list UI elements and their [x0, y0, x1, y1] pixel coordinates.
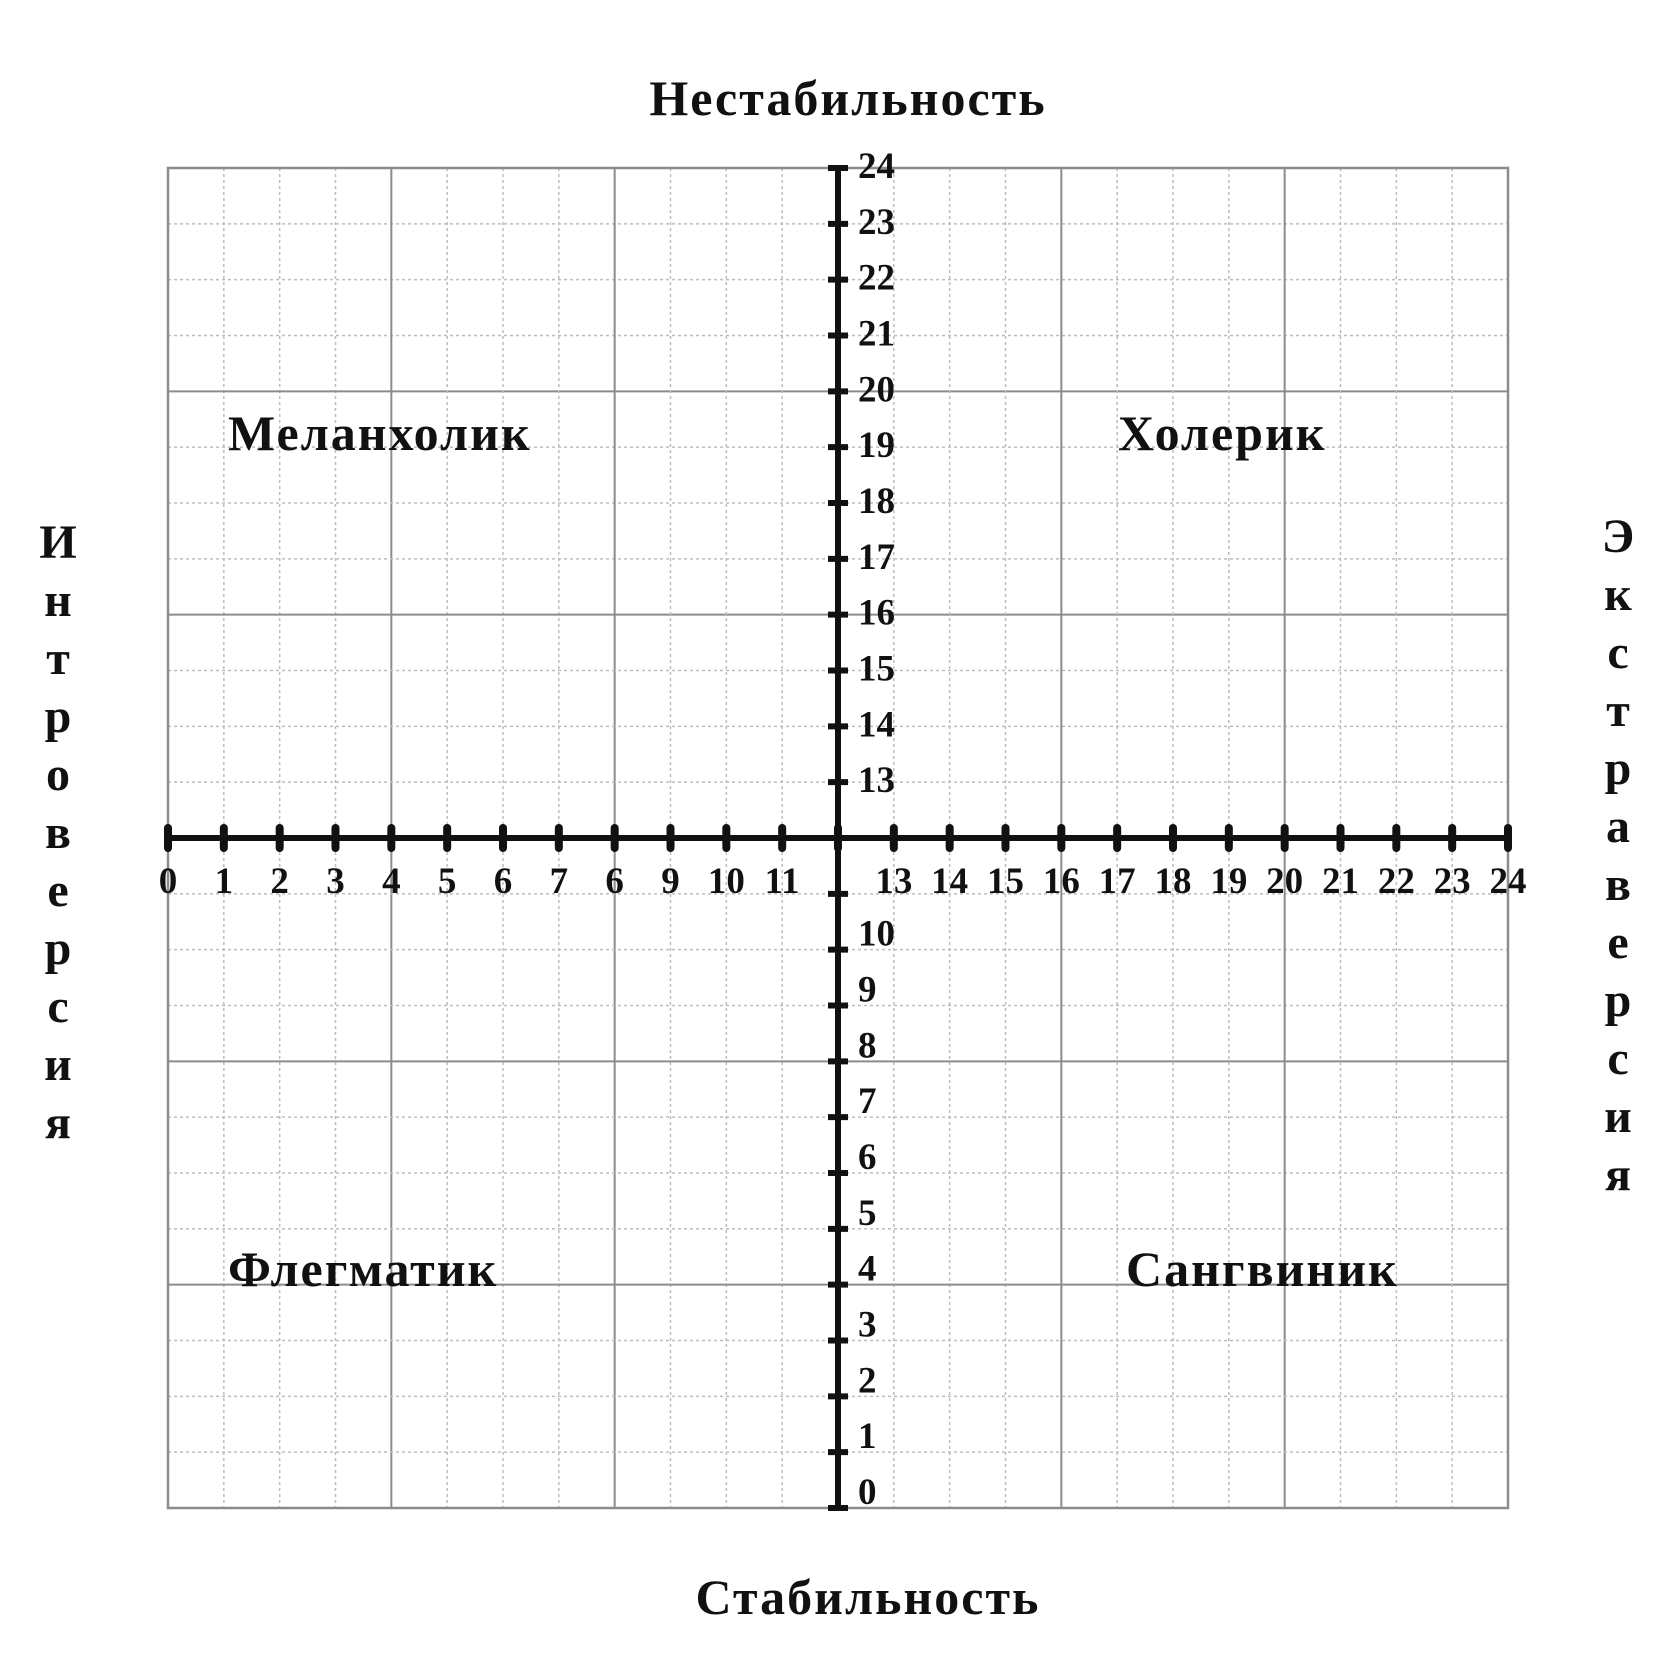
y-tick-label: 15	[858, 648, 895, 690]
x-tick-label: 19	[1210, 861, 1248, 902]
quadrant-label-choleric: Холерик	[1118, 405, 1327, 461]
quadrant-label-phlegmatic: Флегматик	[228, 1241, 499, 1297]
x-tick-label: 24	[1489, 861, 1527, 902]
x-tick-label: 16	[1042, 861, 1080, 902]
side-title-letter: с	[47, 980, 69, 1033]
y-tick-label: 7	[858, 1081, 877, 1123]
x-tick-label: 14	[931, 861, 969, 902]
x-tick-label: 10	[707, 861, 745, 902]
title-right	[1602, 510, 1635, 1201]
x-tick-label: 11	[764, 861, 800, 902]
side-title-letter: с	[1607, 1032, 1629, 1085]
y-tick-label: 6	[858, 1137, 877, 1178]
tick-labels	[159, 146, 1527, 1513]
title-bottom: Стабильность	[695, 1569, 1041, 1625]
y-tick-label: 21	[858, 313, 895, 355]
side-title-letter: в	[1605, 858, 1631, 911]
x-tick-label: 21	[1322, 861, 1359, 902]
x-tick-label: 4	[382, 861, 401, 902]
x-tick-label: 0	[158, 861, 178, 902]
x-tick-label: 1	[214, 861, 234, 902]
y-tick-label: 18	[858, 481, 895, 522]
x-tick-label: 13	[875, 861, 913, 902]
side-title-letter: о	[46, 748, 70, 801]
y-tick-label: 4	[858, 1248, 877, 1290]
y-tick-label: 19	[858, 425, 895, 467]
x-tick-label: 23	[1433, 861, 1471, 902]
y-tick-label: 8	[858, 1025, 877, 1067]
side-title-letter: я	[1605, 1148, 1631, 1201]
x-tick-label: 20	[1266, 861, 1304, 902]
side-title-letter: е	[47, 864, 69, 917]
y-tick-label: 16	[858, 592, 895, 634]
y-tick-label: 23	[858, 201, 895, 243]
title-left	[39, 516, 76, 1149]
side-title-letter: н	[44, 574, 72, 627]
side-title-letter: Э	[1601, 510, 1635, 563]
y-tick-label: 9	[858, 969, 877, 1011]
y-tick-label: 20	[858, 369, 895, 411]
side-title-letter: р	[1604, 974, 1632, 1027]
x-tick-label: 9	[661, 861, 680, 902]
side-title-letter: с	[1607, 626, 1629, 679]
side-title-letter: а	[1606, 800, 1630, 853]
side-title-letter: р	[1604, 742, 1632, 795]
x-tick-label: 7	[549, 861, 569, 902]
x-tick-label: 22	[1377, 861, 1415, 902]
quadrant-label-melancholic: Меланхолик	[228, 405, 532, 461]
side-title-letter: и	[1604, 1090, 1632, 1143]
side-title-letter: в	[45, 806, 71, 859]
x-tick-label: 6	[493, 861, 513, 902]
side-title-letter: р	[44, 922, 72, 975]
x-tick-label: 3	[326, 861, 345, 902]
side-title-letter: т	[1606, 684, 1630, 737]
x-tick-label: 17	[1098, 861, 1136, 902]
side-title-letter: т	[46, 632, 70, 685]
y-tick-label: 24	[858, 146, 895, 187]
y-tick-label: 5	[858, 1192, 877, 1234]
x-tick-label: 6	[605, 861, 624, 902]
y-tick-label: 14	[858, 704, 895, 746]
x-tick-label: 15	[987, 861, 1024, 902]
side-title-letter: и	[44, 1038, 72, 1091]
x-tick-label: 5	[437, 861, 457, 902]
x-tick-label: 2	[270, 861, 289, 902]
side-title-letter: я	[45, 1096, 71, 1149]
y-tick-label: 2	[858, 1360, 877, 1402]
y-tick-label: 22	[858, 257, 895, 299]
y-tick-label: 13	[858, 760, 895, 802]
side-title-letter: И	[39, 516, 77, 569]
side-title-letter: р	[44, 690, 72, 743]
x-tick-label: 18	[1154, 861, 1192, 902]
y-tick-label: 3	[858, 1304, 877, 1346]
quadrant-label-sanguine: Сангвиник	[1126, 1241, 1399, 1297]
side-title-letter: к	[1604, 568, 1632, 621]
y-tick-label: 10	[858, 913, 895, 955]
title-top: Нестабильность	[649, 70, 1047, 126]
y-tick-label: 1	[858, 1416, 877, 1458]
side-title-letter: е	[1607, 916, 1629, 969]
y-tick-label: 17	[858, 536, 895, 578]
y-tick-label: 0	[858, 1472, 877, 1513]
